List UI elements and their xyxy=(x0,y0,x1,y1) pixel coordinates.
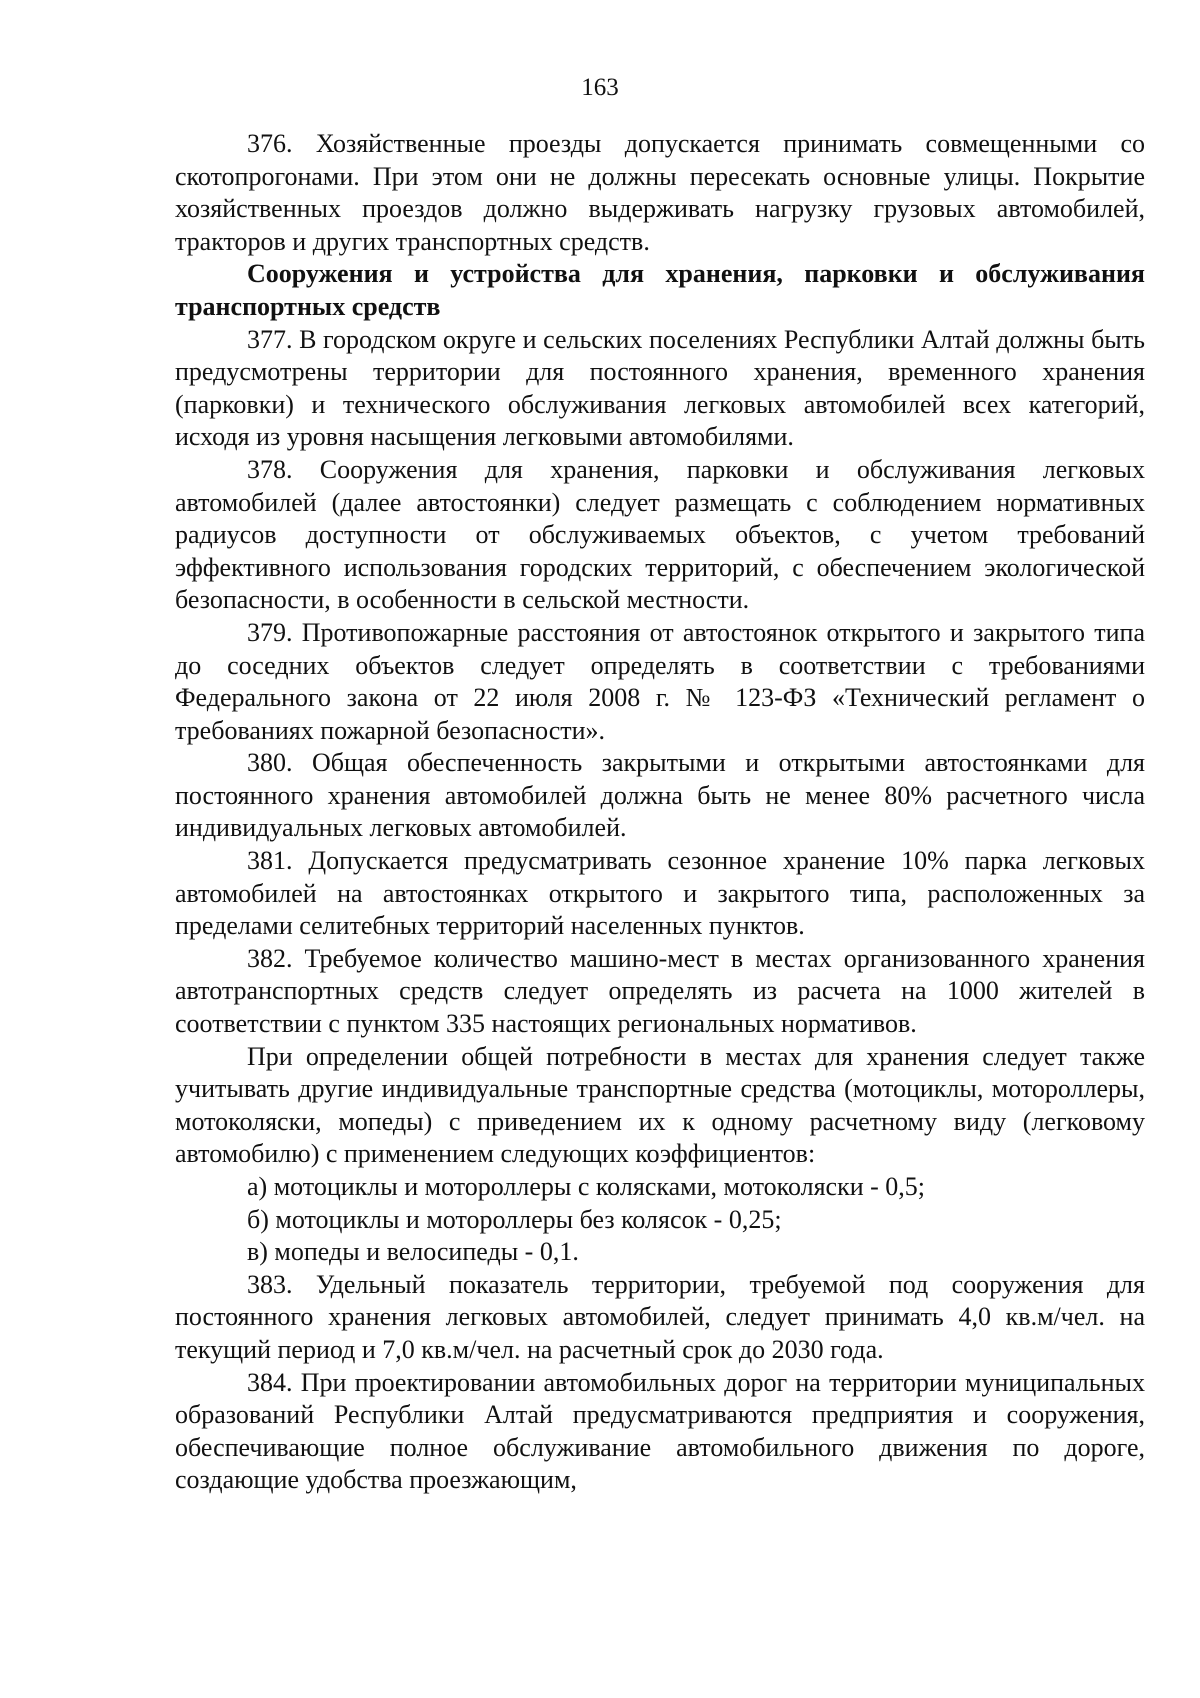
paragraph-384: 384. При проектировании автомобильных дорог на территории муниципальных образований Республики Алтай предусматриваются предприятия и сооружения, обеспечивающие полное обслуживание автомобильного движения по дороге, создающие удобства проезжающим, xyxy=(175,1367,1145,1495)
document-body xyxy=(175,128,1145,1497)
section-heading: Сооружения и устройства для хранения, парковки и обслуживания транспортных средств xyxy=(175,259,1145,321)
list-item-b: б) мотоциклы и мотороллеры без колясок - 0,25; xyxy=(247,1204,782,1234)
list-item-c: в) мопеды и велосипеды - 0,1. xyxy=(247,1237,579,1267)
paragraph-378: 378. Сооружения для хранения, парковки и обслуживания легковых автомобилей (далее автостоянки) следует размещать с соблюдением нормативных радиусов доступности от обслуживаемых объектов, с учетом требований эффективного использования городских территорий, с обеспечением экологической безопасности, в особенности в сельской местности. xyxy=(175,454,1145,615)
paragraph-382: 382. Требуемое количество машино-мест в местах организованного хранения автотранспортных средств следует определять из расчета на 1000 жителей в соответствии с пунктом 335 настоящих региональных нормативов. xyxy=(175,943,1145,1039)
paragraph-380: 380. Общая обеспеченность закрытыми и открытыми автостоянками для постоянного хранения автомобилей должна быть не менее 80% расчетного числа индивидуальных легковых автомобилей. xyxy=(175,748,1145,843)
paragraph-382-continued: При определении общей потребности в местах для хранения следует также учитывать другие индивидуальные транспортные средства (мотоциклы, мотороллеры, мотоколяски, мопеды) с приведением их к одному расчетному виду (легковому автомобилю) с применением следующих коэффициентов: xyxy=(175,1041,1145,1169)
paragraph-383: 383. Удельный показатель территории, требуемой под сооружения для постоянного хранения легковых автомобилей, следует принимать 4,0 кв.м/чел. на текущий период и 7,0 кв.м/чел. на расчетный срок до 2030 года. xyxy=(175,1269,1145,1364)
list-item-a: а) мотоциклы и мотороллеры с колясками, мотоколяски - 0,5; xyxy=(247,1172,926,1201)
page-number: 163 xyxy=(581,74,619,101)
paragraph-376: 376. Хозяйственные проезды допускается принимать совмещенными со скотопрогонами. При этом они не должны пересекать основные улицы. Покрытие хозяйственных проездов должно выдерживать нагрузку грузовых автомобилей, тракторов и других транспортных средств. xyxy=(175,129,1145,256)
paragraph-379: 379. Противопожарные расстояния от автостоянок открытого и закрытого типа до соседних объектов следует определять в соответствии с требованиями Федерального закона от 22 июля 2008 г. № 123-ФЗ «Технический регламент о требованиях пожарной безопасности». xyxy=(175,617,1145,745)
paragraph-377: 377. В городском округе и сельских поселениях Республики Алтай должны быть предусмотрены территории для постоянного хранения, временного хранения (парковки) и технического обслуживания легковых автомобилей всех категорий, исходя из уровня насыщения легковыми автомобилями. xyxy=(175,324,1145,452)
paragraph-381: 381. Допускается предусматривать сезонное хранение 10% парка легковых автомобилей на автостоянках открытого и закрытого типа, расположенных за пределами селитебных территорий населенных пунктов. xyxy=(175,846,1145,941)
